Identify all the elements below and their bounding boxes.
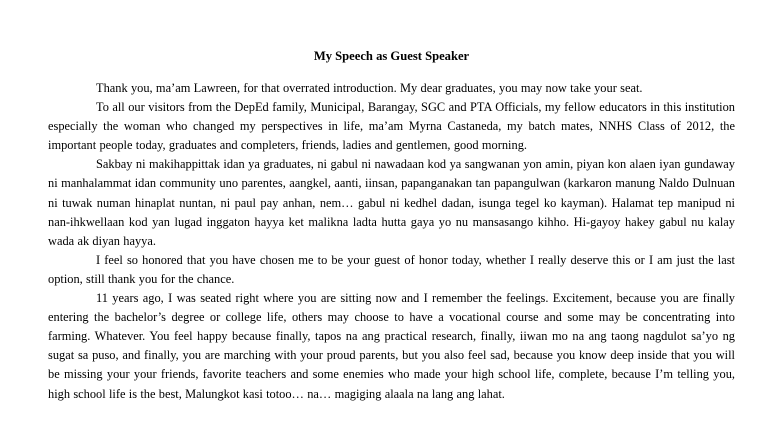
paragraph-3: Sakbay ni makihappittak idan ya graduates, ni gabul ni nawadaan kod ya sangwanan yon amin, piyan kon alaen iyan gundaway ni manhalammat idan community uno parentes, aangkel, aanti, iinsan, papanganakan tan papangulwan (karkaron manung Naldo Dulnuan ni tuwak numan hinaplat nuntan, ni paul pay anhan, nem… gabul ni kedhel dadan, isunga tegel ko kayman). Halamat tep manipud ni nan-ihkwellaan kod yan lugad inggaton hayya ket malikna ladta hutta gaya yo nu mansasango kihho. Hi-gayoy hakey gabul nu kalay wada ak diyan hayya. — [48, 157, 735, 248]
document-page — [48, 0, 735, 404]
paragraph-2: To all our visitors from the DepEd family, Municipal, Barangay, SGC and PTA Officials, my fellow educators in this institution especially the woman who changed my perspectives in life, ma’am Myrna Castaneda, my batch mates, NNHS Class of 2012, the important people today, graduates and completers, friends, ladies and gentlemen, good morning. — [48, 100, 735, 153]
paragraph-1: Thank you, ma’am Lawreen, for that overrated introduction. My dear graduates, you may now take your seat. — [96, 81, 643, 95]
paragraph-5: 11 years ago, I was seated right where you are sitting now and I remember the feelings. Excitement, because you are finally entering the bachelor’s degree or college life, others may choose to have a vocational course and some may be concentrating into farming. Whatever. You feel happy because finally, tapos na ang practical research, finally, iiwan mo na ang taong nagdulot sa’yo ng sugat sa puso, and finally, you are marching with your proud parents, but you also feel sad, because you know deep inside that you will be missing your your friends, favorite teachers and some enemies who made your high school life, complete, because I’m telling you, high school life is the best, Malungkot kasi totoo… na… magiging alaala na lang ang lahat. — [48, 291, 735, 401]
document-title: My Speech as Guest Speaker — [313, 49, 470, 63]
paragraph-4: I feel so honored that you have chosen me to be your guest of honor today, whether I really deserve this or I am just the last option, still thank you for the chance. — [48, 252, 735, 286]
